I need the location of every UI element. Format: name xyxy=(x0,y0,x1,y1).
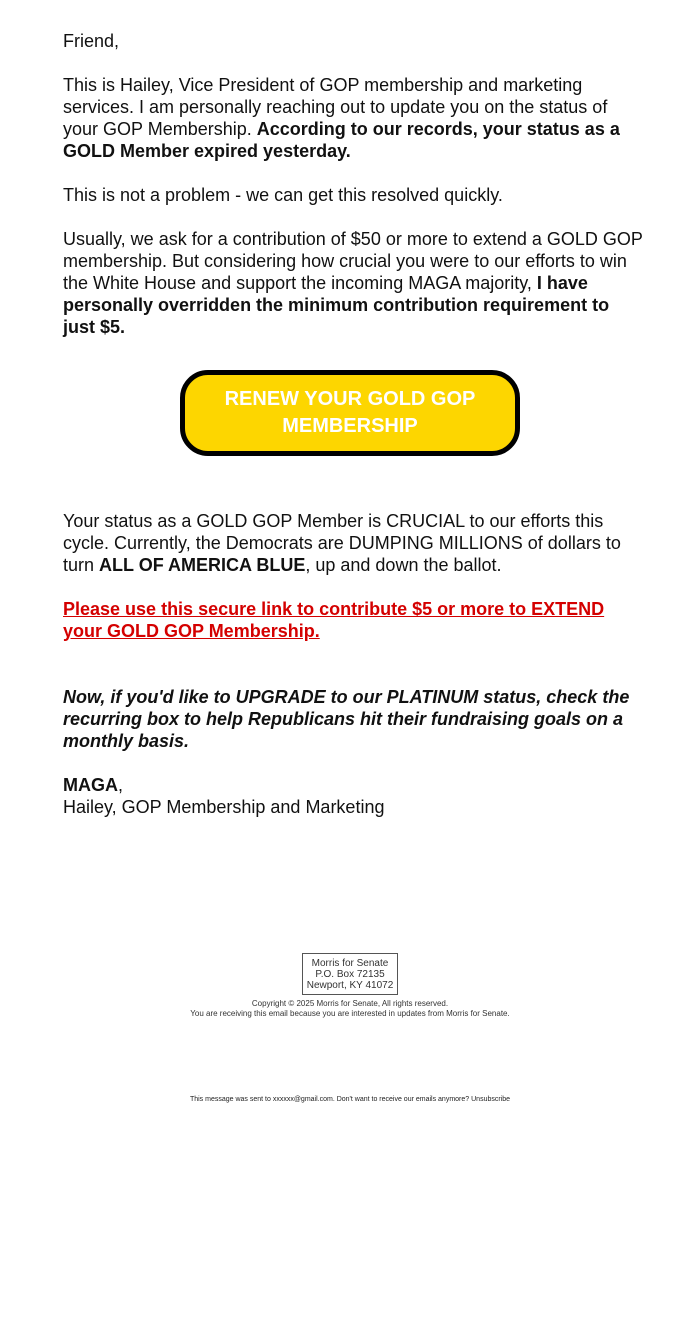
status-text-after: , up and down the ballot. xyxy=(305,555,502,575)
email-body-lower xyxy=(63,510,643,818)
contribute-link[interactable]: Please use this secure link to contribute $5 or more to EXTEND your GOLD GOP Membership. xyxy=(63,599,605,641)
subscription-reason-text: You are receiving this email because you are interested in updates from Morris for Senate. xyxy=(190,1009,510,1018)
footer-sent-to xyxy=(0,1095,700,1104)
address-line-1: Morris for Senate xyxy=(311,958,389,969)
status-text-before: Your status as a GOLD GOP Member is CRUCIAL to our efforts this cycle. Currently, the Democrats are DUMPING MILLIONS of dollars to turn xyxy=(63,511,621,575)
signoff-maga: MAGA xyxy=(63,775,118,795)
contribute-paragraph xyxy=(63,598,643,642)
intro-paragraph xyxy=(63,74,643,162)
intro-text: This is Hailey, Vice President of GOP membership and marketing services. I am personally reaching out to update you on the status of your GOP Membership. xyxy=(63,75,608,139)
contribution-paragraph xyxy=(63,228,643,338)
override-text: I have personally overridden the minimum contribution requirement to just $5. xyxy=(63,273,610,337)
address-line-2: P.O. Box 72135 xyxy=(315,969,385,980)
signoff-comma: , xyxy=(118,775,124,795)
upgrade-paragraph: Now, if you'd like to UPGRADE to our PLATINUM status, check the recurring box to help Republicans hit their fundraising goals on a monthly basis. xyxy=(63,687,630,751)
unsubscribe-link[interactable]: Unsubscribe xyxy=(471,1096,511,1103)
renew-membership-button-label: RENEW YOUR GOLD GOP MEMBERSHIP xyxy=(224,388,476,437)
sent-to-text: This message was sent to xxxxxx@gmail.com. Don't want to receive our emails anymore? xyxy=(189,1096,472,1103)
copyright-text: Copyright © 2025 Morris for Senate, All rights reserved. xyxy=(251,999,449,1008)
contribution-text: Usually, we ask for a contribution of $50 or more to extend a GOLD GOP membership. But considering how crucial you were to our efforts to win the White House and support the incoming MAGA majority, xyxy=(63,229,643,293)
greeting: Friend, xyxy=(63,31,120,51)
expired-status-text: According to our records, your status as a GOLD Member expired yesterday. xyxy=(63,119,620,161)
signoff xyxy=(63,774,643,796)
renew-membership-button[interactable] xyxy=(180,370,520,456)
mailing-address xyxy=(302,953,398,995)
footer-copyright-block xyxy=(0,999,700,1019)
email-body xyxy=(63,30,643,338)
signature: Hailey, GOP Membership and Marketing xyxy=(63,797,385,817)
status-paragraph xyxy=(63,510,643,576)
address-line-3: Newport, KY 41072 xyxy=(306,980,394,991)
reassurance-paragraph: This is not a problem - we can get this resolved quickly. xyxy=(63,185,503,205)
all-of-america-blue-text: ALL OF AMERICA BLUE xyxy=(99,555,306,575)
